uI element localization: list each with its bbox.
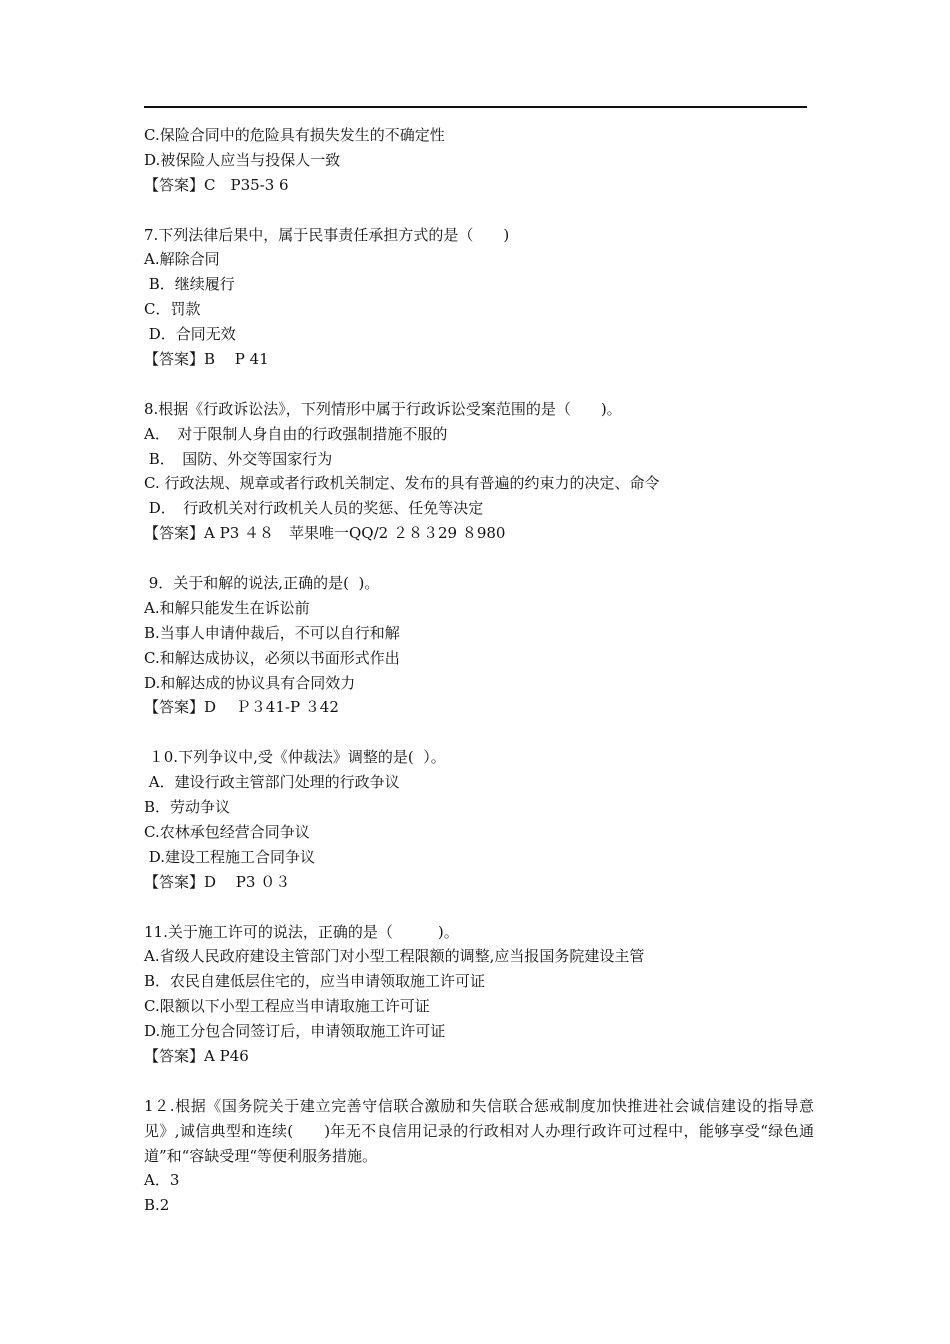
question-11-option-b: B．农民自建低层住宅的，应当申请领取施工许可证 [144,972,486,991]
question-11-option-a: A.省级人民政府建设主管部门对小型工程限额的调整,应当报国务院建设主管 [144,947,645,966]
question-7-option-c: C．罚款 [144,300,201,319]
question-7-option-d: D．合同无效 [144,325,236,344]
option-line: D.被保险人应当与投保人一致 [144,150,341,169]
question-8-option-a: A． 对于限制人身自由的行政强制措施不服的 [144,424,448,443]
spacer [144,1069,814,1094]
question-8-answer: 【答案】A P3 ４８ 苹果唯一QQ/2 ２８３29 ８980 [144,524,506,543]
question-9-option-a: A.和解只能发生在诉讼前 [144,598,310,617]
question-10-option-c: C.农林承包经营合同争议 [144,822,310,841]
question-10-option-a: A．建设行政主管部门处理的行政争议 [144,773,400,792]
question-8-option-b: B． 国防、外交等国家行为 [144,449,333,468]
question-10-stem: １0.下列争议中,受《仲裁法》调整的是( ）。 [144,748,446,767]
question-10-answer: 【答案】D P3 ０３ [144,872,291,891]
spacer [144,895,814,920]
question-11-option-c: C.限额以下小型工程应当申请取施工许可证 [144,997,430,1016]
spacer [144,546,814,571]
question-7-answer: 【答案】B P 41 [144,350,269,369]
question-12-stem: 1２.根据《国务院关于建立完善守信联合激励和失信联合惩戒制度加快推进社会诚信建设的指导意见》,诚信典型和连续( )年无不良信用记录的行政相对人办理行政许可过程中，能够享受“绿色通道”和“容缺受理“等便利服务措施。 [144,1096,814,1165]
spacer [144,372,814,397]
question-9-option-d: D.和解达成的协议具有合同效力 [144,673,356,692]
option-line: C.保险合同中的危险具有损失发生的不确定性 [144,126,445,144]
question-10-option-d: D.建设工程施工合同争议 [144,847,316,866]
question-9-stem: 9．关于和解的说法,正确的是( )。 [144,574,380,593]
spacer [144,720,814,745]
question-8-stem: 8.根据《行政诉讼法》，下列情形中属于行政诉讼受案范围的是（ )。 [144,399,622,418]
answer-line: 【答案】C P35-3 6 [144,175,289,194]
spacer [144,198,814,223]
question-8-option-d: D． 行政机关对行政机关人员的奖惩、任免等决定 [144,499,484,518]
question-12-option-b: B.2 [144,1196,170,1215]
question-8-option-c: C. 行政法规、规章或者行政机关制定、发布的具有普遍的约束力的决定、命令 [144,474,660,493]
question-7-option-b: B．继续履行 [144,275,235,294]
question-11-stem: 11.关于施工许可的说法，正确的是（ )。 [144,922,459,941]
question-7-stem: 7.下列法律后果中，属于民事责任承担方式的是（ ) [144,225,510,244]
question-9-option-b: B.当事人申请仲裁后，不可以自行和解 [144,623,400,642]
question-12-option-a: A．3 [144,1171,180,1190]
question-11-option-d: D.施工分包合同签订后，申请领取施工许可证 [144,1022,446,1041]
header-rule [144,106,807,108]
question-10-option-b: B．劳动争议 [144,798,231,817]
document-body [144,123,814,1218]
question-11-answer: 【答案】A P46 [144,1046,249,1065]
question-9-answer: 【答案】D Ｐ３41-P ３42 [144,698,339,717]
question-7-option-a: A.解除合同 [144,250,220,269]
question-9-option-c: C.和解达成协议，必须以书面形式作出 [144,648,400,667]
